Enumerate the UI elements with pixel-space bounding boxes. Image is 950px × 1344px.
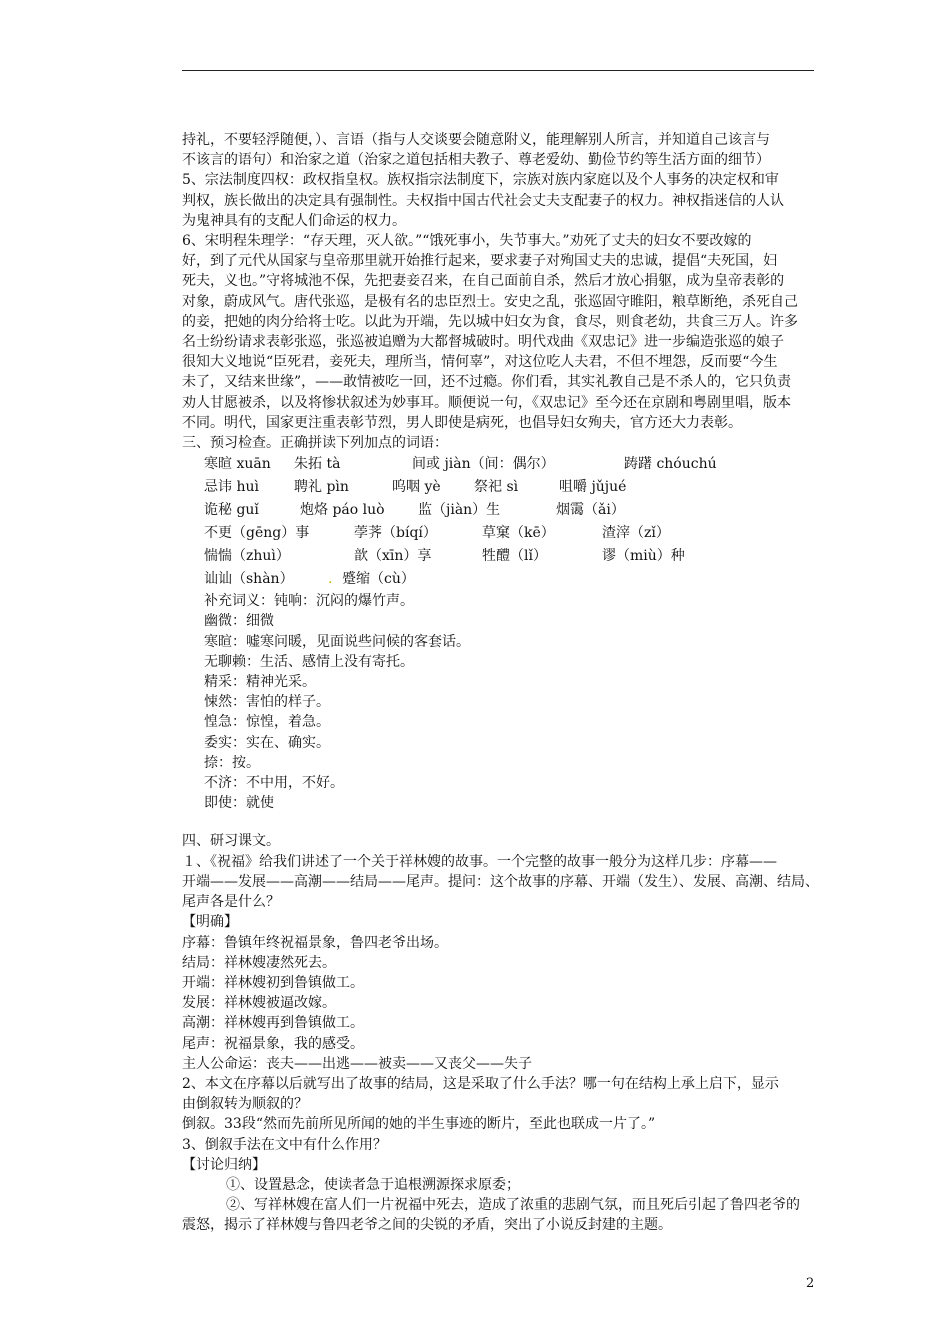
- pinyin-item: 诡秘 guǐ: [204, 502, 259, 519]
- pinyin-item: 渣滓（zǐ）: [602, 525, 670, 542]
- paragraph-line: 不该言的语句）和治家之道（治家之道包括相夫教子、尊老爱幼、勤俭节约等生活方面的细节）: [182, 152, 770, 169]
- header-rule: [182, 70, 814, 71]
- pinyin-item: 忌讳 huì: [204, 479, 259, 496]
- answer-heading: 【明确】: [182, 914, 238, 931]
- paragraph-line: 的妾，把她的肉分给将士吃。以此为开端，先以城中妇女为食，食尽，则食老幼，共食三万人。许多: [182, 313, 798, 330]
- paragraph-line: 尾声各是什么？: [182, 894, 280, 911]
- paragraph-line: 3、倒叙手法在文中有什么作用？: [182, 1136, 387, 1153]
- paragraph-line: 名士纷纷请求表彰张巡，张巡被追赠为大都督城破时。明代戏曲《双忠记》进一步编造张巡的娘子: [182, 334, 784, 351]
- pinyin-row: [182, 568, 894, 591]
- pinyin-item: 炮烙 páo luò: [300, 502, 385, 519]
- paragraph-line: 死夫，义也。”守将城池不保，先把妻妾召来，在自己面前自杀，然后才放心捐躯，成为皇帝表彰的: [182, 273, 785, 290]
- paragraph-line: 发展：祥林嫂被逼改嫁。: [182, 995, 336, 1012]
- vocab-line: 寒暄：嘘寒问暖，见面说些问候的客套话。: [204, 633, 470, 650]
- paragraph-line: 由倒叙转为顺叙的？: [182, 1096, 308, 1113]
- vocab-line: 委实：实在、确实。: [204, 734, 330, 751]
- paragraph-line: 倒叙。33段“然而先前所见所闻的她的半生事迹的断片，至此也联成一片了。”: [182, 1116, 656, 1133]
- paragraph-line: 6、宋明程朱理学：“存天理，灭人欲。”“饿死事小，失节事大。”劝死了丈夫的妇女不要改嫁的: [182, 233, 752, 250]
- pinyin-item: 朱拓 tà: [294, 456, 341, 473]
- page-number: 2: [806, 1276, 815, 1291]
- paragraph-line: 开端——发展——高潮——结局——尾声。提问：这个故事的序幕、开端（发生）、发展、高潮、结局、: [182, 873, 819, 890]
- discussion-line: ①、设置悬念，使读者急于追根溯源探求原委；: [226, 1176, 520, 1193]
- paragraph-line: 判权，族长做出的决定具有强制性。夫权指中国古代社会丈夫支配妻子的权力。神权指迷信的人认: [182, 192, 784, 209]
- section-heading-3: 三、预习检查。正确拼读下列加点的词语：: [182, 435, 448, 452]
- vocab-line: 精采：精神光采。: [204, 674, 316, 691]
- pinyin-item: 草窠（kē）: [482, 525, 555, 542]
- pinyin-row: [182, 499, 894, 522]
- pinyin-item: 歆（xīn）享: [354, 548, 432, 565]
- pinyin-item: 谬（miù）种: [602, 548, 685, 565]
- vocab-line: 即使：就使: [204, 795, 274, 812]
- paragraph-line: 5、宗法制度四权：政权指皇权。族权指宗法制度下，宗族对族内家庭以及个人事务的决定权和审: [182, 172, 779, 189]
- pinyin-item: 惴惴（zhuì）: [204, 548, 290, 565]
- paragraph-line: 很知大义地说“臣死君，妾死夫，理所当，情何辜”，对这位吃人夫君，不但不埋怨，反而要“今生: [182, 354, 778, 371]
- vocab-line: 幽微：细微: [204, 613, 274, 630]
- pinyin-row: [182, 476, 894, 499]
- vocab-line: 捺：按。: [204, 754, 260, 771]
- pinyin-item: 讪讪（shàn）: [204, 571, 294, 588]
- paragraph-line: 序幕：鲁镇年终祝福景象，鲁四老爷出场。: [182, 934, 448, 951]
- pinyin-item: 不更（gēng）事: [204, 525, 310, 542]
- vocab-line: 补充词义：钝响：沉闷的爆竹声。: [204, 593, 414, 610]
- pinyin-item: 监（jiàn）生: [418, 502, 501, 519]
- vocab-line: 无聊赖：生活、感情上没有寄托。: [204, 653, 414, 670]
- paragraph-line: 对象，蔚成风气。唐代张巡，是极有名的忠臣烈士。安史之乱，张巡固守睢阳，粮草断绝，杀死自己: [182, 293, 798, 310]
- section-heading-4: 四、研习课文。: [182, 833, 280, 850]
- vocab-line: 悚然：害怕的样子。: [204, 694, 330, 711]
- paragraph-line: 为鬼神具有的支配人们命运的权力。: [182, 212, 406, 229]
- vocab-line: 惶急：惊惶，着急。: [204, 714, 330, 731]
- paragraph-line: 2、本文在序幕以后就写出了故事的结局，这是采取了什么手法？哪一句在结构上承上启下，显示: [182, 1075, 779, 1092]
- paragraph-line: 开端：祥林嫂初到鲁镇做工。: [182, 974, 364, 991]
- paragraph-line: 不同。明代，国家更注重表彰节烈，男人即使是病死，也倡导妇女殉夫，官方还大力表彰。: [182, 414, 742, 431]
- discussion-heading: 【讨论归纳】: [182, 1156, 266, 1173]
- paragraph-line: 高潮：祥林嫂再到鲁镇做工。: [182, 1015, 364, 1032]
- paragraph-line: 结局：祥林嫂凄然死去。: [182, 954, 336, 971]
- pinyin-item: 牲醴（lǐ）: [482, 548, 547, 565]
- pinyin-item: 踌躇 chóuchú: [624, 456, 717, 473]
- paragraph-line: １、《祝福》给我们讲述了一个关于祥林嫂的故事。一个完整的故事一般分为这样几步：序幕——: [182, 853, 777, 870]
- pinyin-item: 蹙缩（cù）: [342, 571, 415, 588]
- pinyin-item: 寒暄 xuān: [204, 456, 271, 473]
- pinyin-row: [182, 522, 894, 545]
- paragraph-line: 主人公命运：丧夫——出逃——被卖——又丧父——失子: [182, 1055, 532, 1072]
- paragraph-line: 未了，又结来世缘”，——敢情被吃一回，还不过瘾。你们看，其实礼教自己是不杀人的，它只负责: [182, 374, 792, 391]
- paragraph-line: 好，到了元代从国家与皇帝那里就开始推行起来，要求妻子对殉国丈夫的忠诚，提倡“夫死国，妇: [182, 253, 778, 270]
- pinyin-item: 聘礼 pìn: [294, 479, 349, 496]
- paragraph-line: 劝人甘愿被杀，以及将惨状叙述为妙事耳。顺便说一句，《双忠记》至今还在京剧和粤剧里唱，版本: [182, 394, 791, 411]
- pinyin-item: 间或 jiàn（间：偶尔）: [412, 456, 555, 473]
- paragraph-line: 尾声：祝福景象，我的感受。: [182, 1035, 364, 1052]
- dot-mark: .: [328, 571, 333, 588]
- document-body: [182, 130, 894, 1236]
- pinyin-item: 呜咽 yè: [392, 479, 441, 496]
- discussion-line: 震怒，揭示了祥林嫂与鲁四老爷之间的尖锐的矛盾，突出了小说反封建的主题。: [182, 1217, 672, 1234]
- pinyin-item: 荸荠（bíqí）: [354, 525, 437, 542]
- pinyin-row: [182, 453, 894, 476]
- pinyin-item: 祭祀 sì: [474, 479, 519, 496]
- pinyin-row: [182, 545, 894, 568]
- vocab-line: 不济：不中用，不好。: [204, 775, 344, 792]
- pinyin-item: 烟霭（ǎi）: [556, 502, 625, 519]
- pinyin-item: 咀嚼 jǔjué: [559, 479, 627, 496]
- discussion-line: ②、写祥林嫂在富人们一片祝福中死去，造成了浓重的悲剧气氛，而且死后引起了鲁四老爷的: [226, 1197, 800, 1214]
- paragraph-line: 持礼，不要轻浮随便，）、言语（指与人交谈要会随意附义，能理解别人所言，并知道自己该言与: [182, 132, 770, 148]
